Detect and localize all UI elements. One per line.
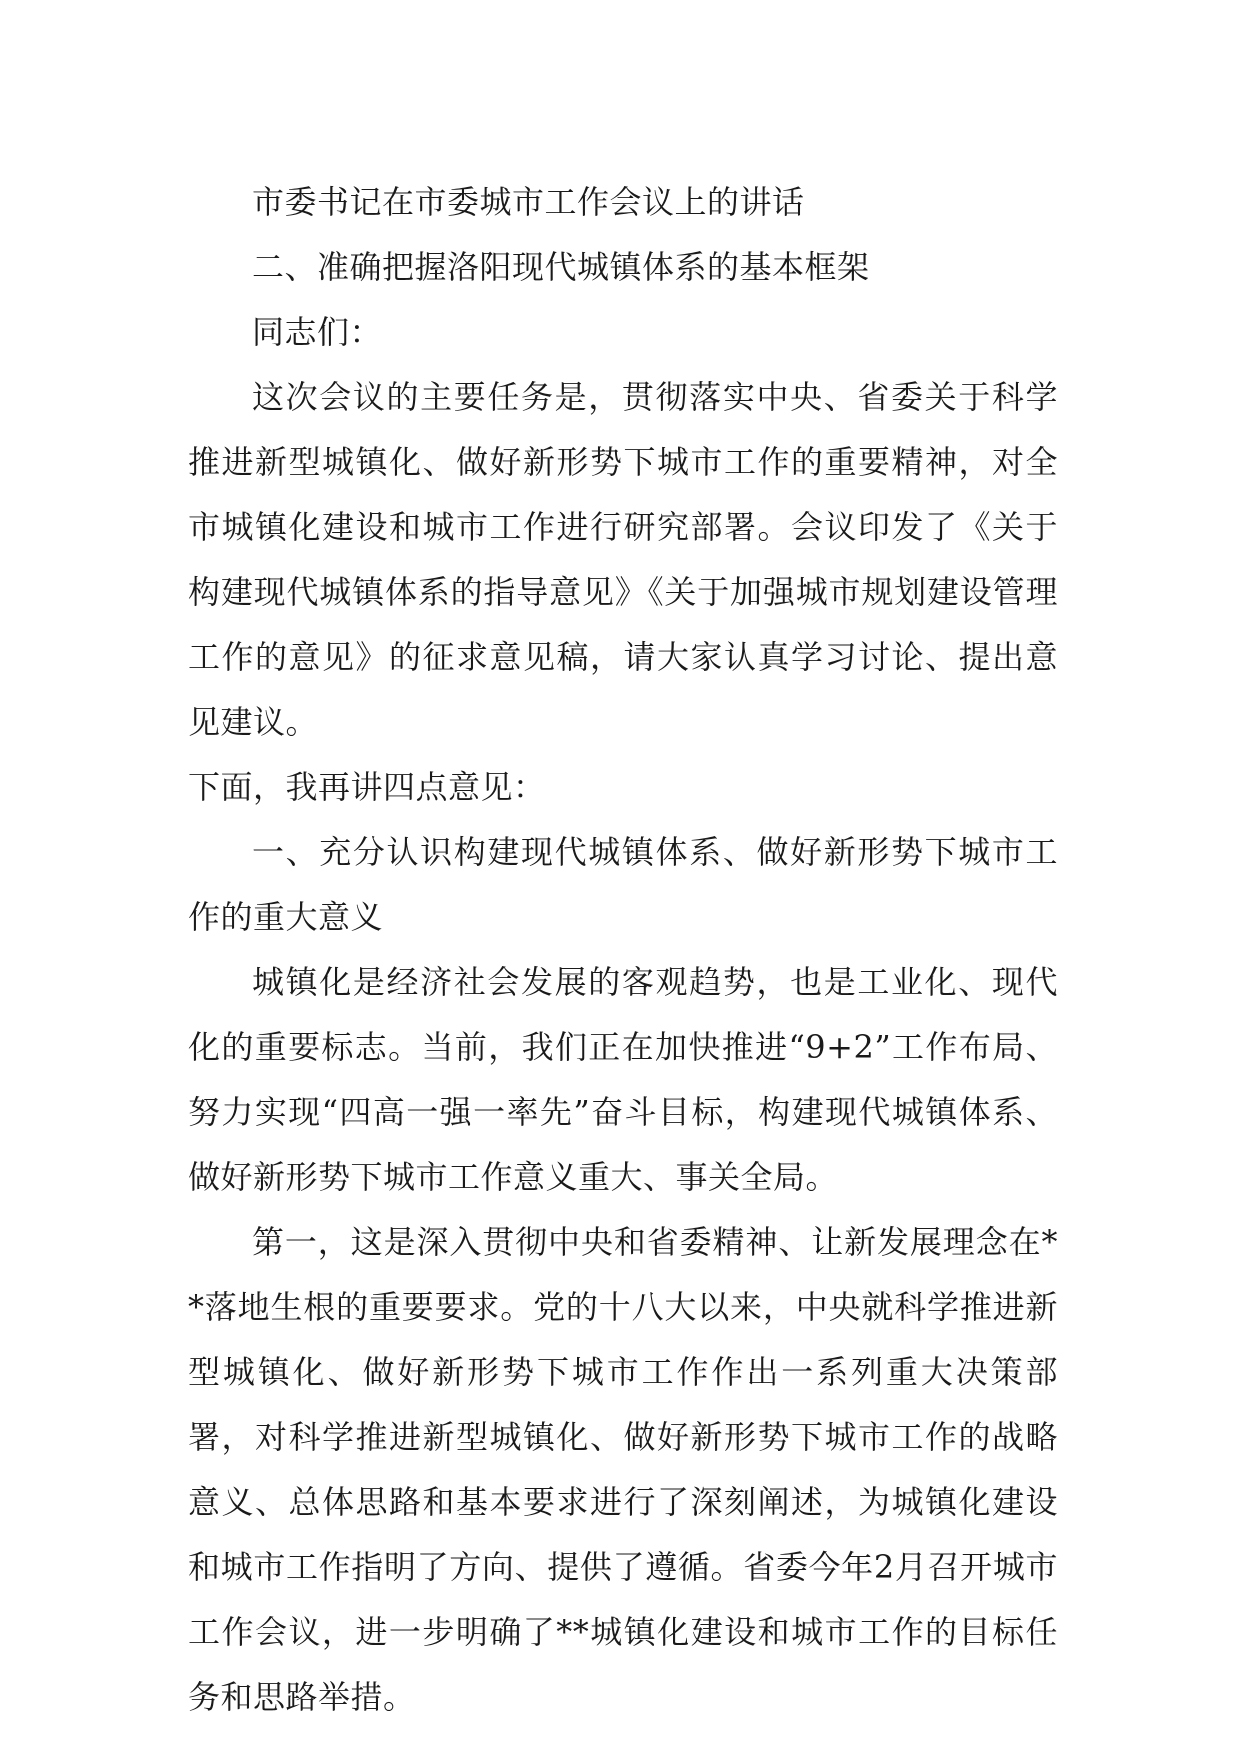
- section-heading-two: 二、准确把握洛阳现代城镇体系的基本框架: [252, 248, 870, 286]
- paragraph-four-points-intro: 下面，我再讲四点意见：: [188, 768, 546, 806]
- paragraph-urbanization-trend: 城镇化是经济社会发展的客观趋势，也是工业化、现代化的重要标志。当前，我们正在加快推进“9+2”工作布局、努力实现“四高一强一率先”奋斗目标，构建现代城镇体系、做好新形势下城市工作意义重大、事关全局。: [188, 963, 1058, 1196]
- paragraph-meeting-tasks: 这次会议的主要任务是，贯彻落实中央、省委关于科学推进新型城镇化、做好新形势下城市工作的重要精神，对全市城镇化建设和城市工作进行研究部署。会议印发了《关于构建现代城镇体系的指导意见》《关于加强城市规划建设管理工作的意见》的征求意见稿，请大家认真学习讨论、提出意见建议。: [188, 378, 1058, 741]
- speech-title: 市委书记在市委城市工作会议上的讲话: [252, 183, 805, 221]
- section-heading-one: 一、充分认识构建现代城镇体系、做好新形势下城市工作的重大意义: [188, 833, 1058, 936]
- paragraph-first-point: 第一，这是深入贯彻中央和省委精神、让新发展理念在**落地生根的重要要求。党的十八大以来，中央就科学推进新型城镇化、做好新形势下城市工作作出一系列重大决策部署，对科学推进新型城镇化、做好新形势下城市工作的战略意义、总体思路和基本要求进行了深刻阐述，为城镇化建设和城市工作指明了方向、提供了遵循。省委今年2月召开城市工作会议，进一步明确了**城镇化建设和城市工作的目标任务和思路举措。: [188, 1223, 1058, 1716]
- salutation: 同志们：: [252, 313, 383, 351]
- document-body: [188, 170, 1058, 1730]
